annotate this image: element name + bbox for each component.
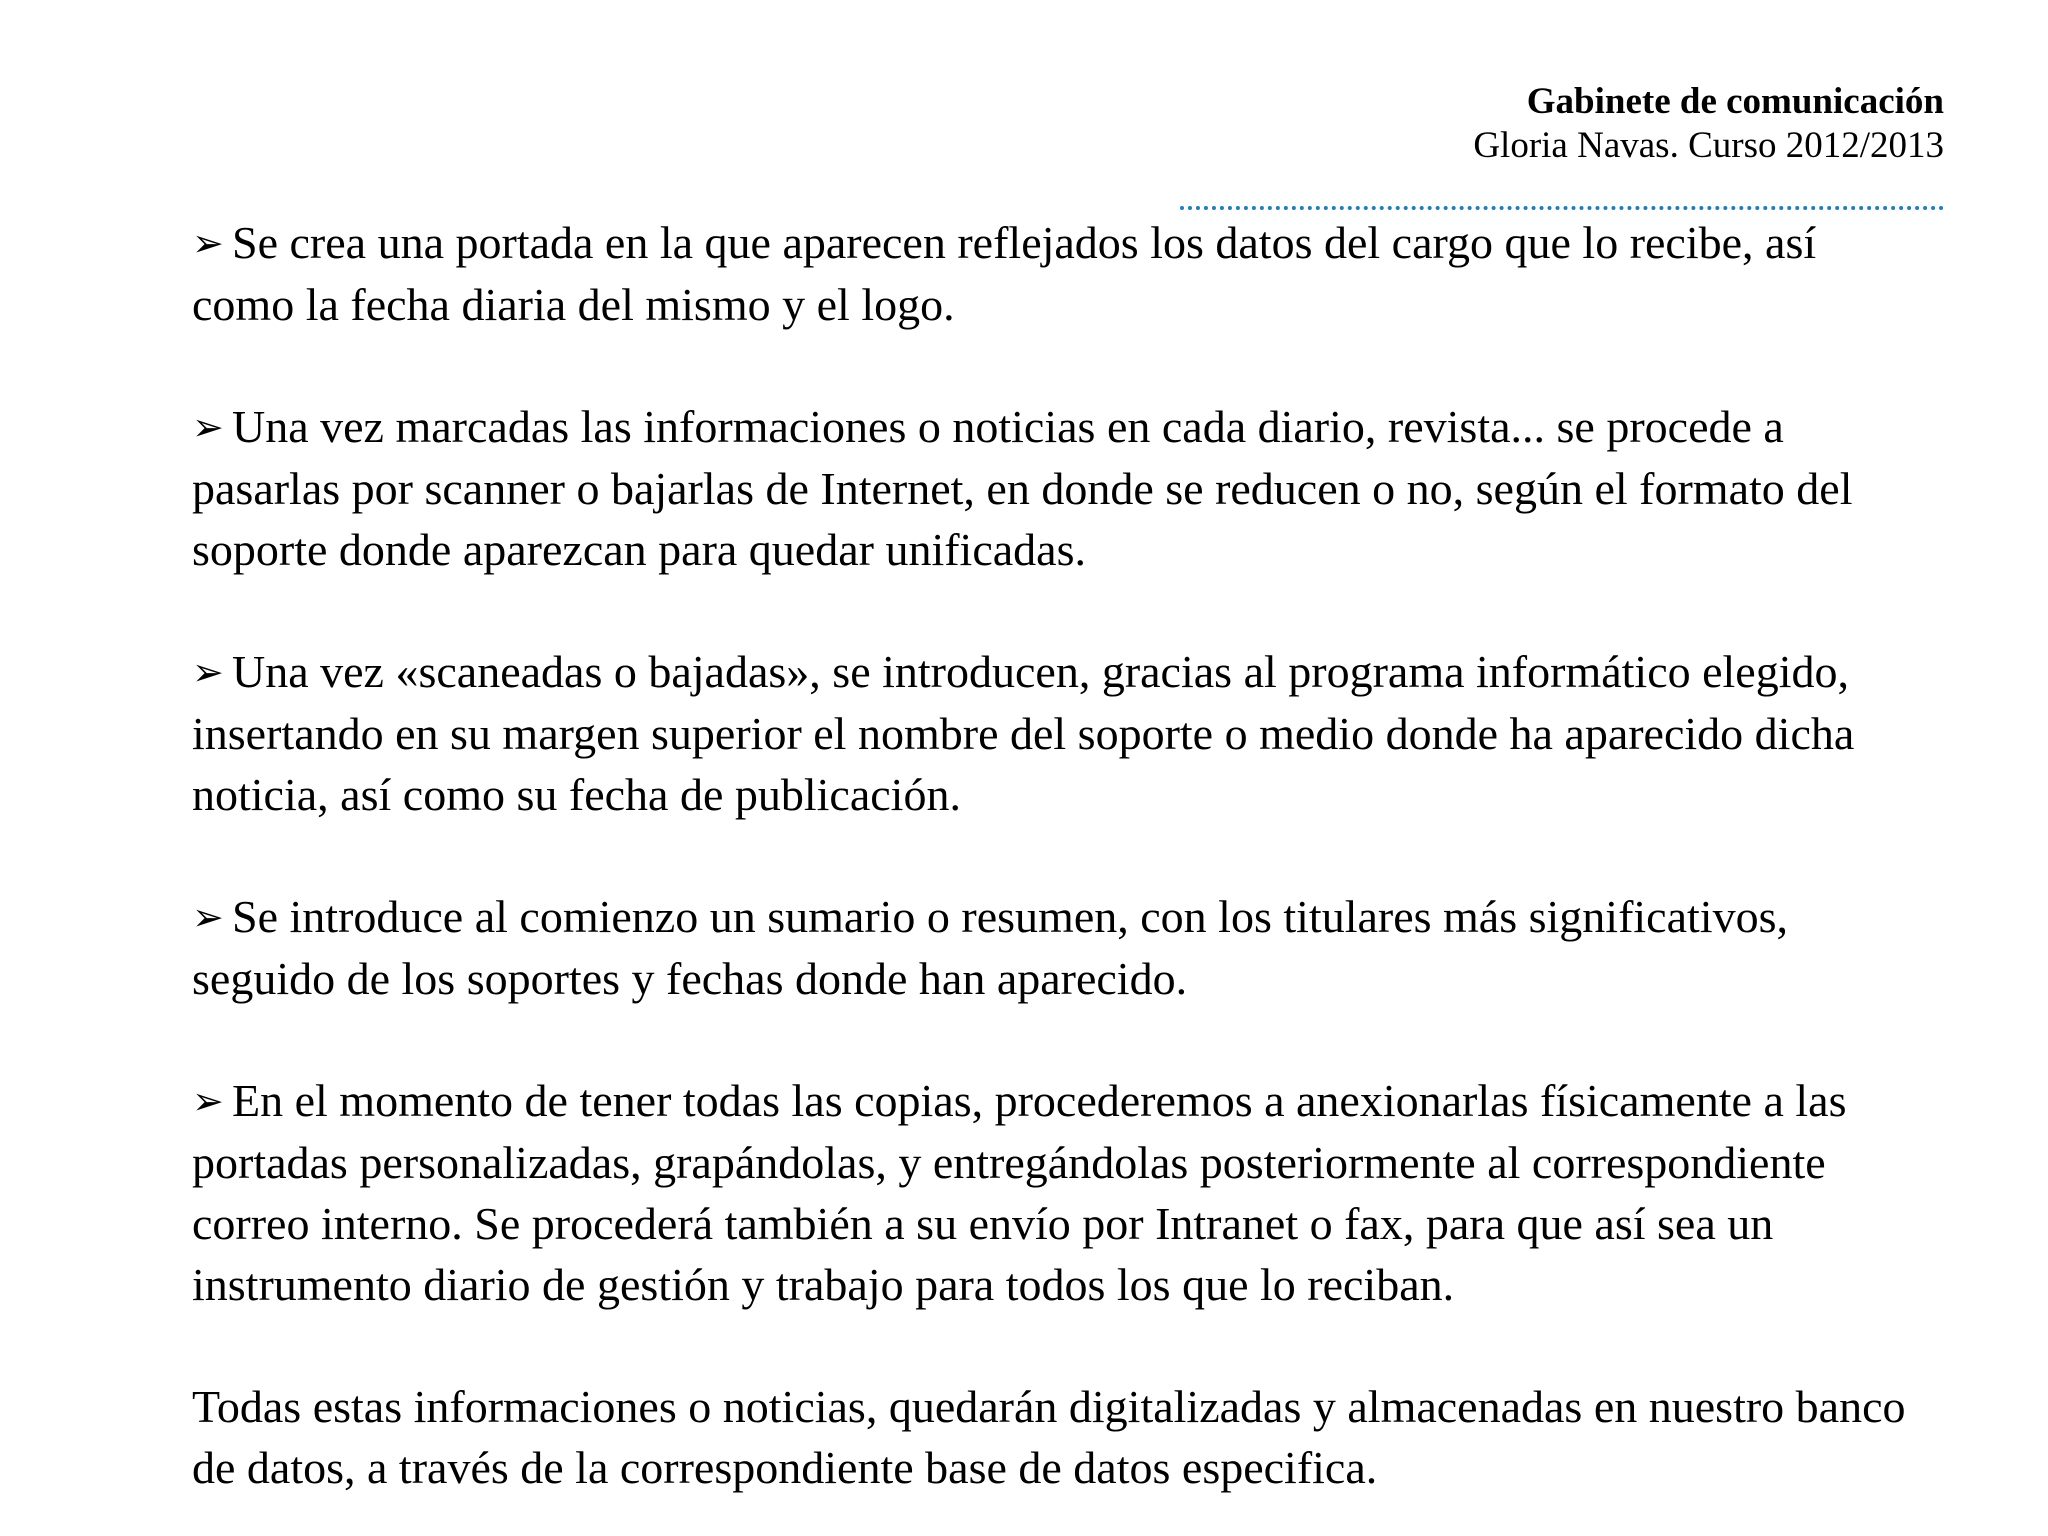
bullet-paragraph-2 [192, 396, 1912, 580]
arrowhead-bullet-icon: ➢ [192, 221, 224, 265]
paragraph-text: Una vez marcadas las informaciones o noticias en cada diario, revista... se procede a pasarlas por scanner o bajarlas de Internet, en donde se reducen o no, según el formato del soporte donde aparezcan para quedar unificadas. [192, 401, 1853, 575]
page-header [1473, 80, 1944, 168]
arrowhead-bullet-icon: ➢ [192, 405, 224, 449]
document-body [192, 212, 1912, 1498]
bullet-paragraph-3 [192, 641, 1912, 825]
bullet-paragraph-5 [192, 1070, 1912, 1315]
header-title: Gabinete de comunicación [1526, 81, 1944, 122]
closing-paragraph [192, 1376, 1912, 1498]
arrowhead-bullet-icon: ➢ [192, 650, 224, 694]
paragraph-text: Una vez «scaneadas o bajadas», se introducen, gracias al programa informático elegido, insertando en su margen superior el nombre del soporte o medio donde ha aparecido dicha noticia, así como su fecha de publicación. [192, 646, 1855, 820]
arrowhead-bullet-icon: ➢ [192, 1079, 224, 1123]
arrowhead-bullet-icon: ➢ [192, 895, 224, 939]
paragraph-text: En el momento de tener todas las copias, procederemos a anexionarlas físicamente a las portadas personalizadas, grapándolas, y entregándolas posteriormente al correspondiente correo interno. Se procederá también a su envío por Intranet o fax, para que así sea un instrumento diario de gestión y trabajo para todos los que lo reciban. [192, 1075, 1847, 1310]
paragraph-text: Se crea una portada en la que aparecen reflejados los datos del cargo que lo recibe, así como la fecha diaria del mismo y el logo. [192, 217, 1817, 330]
bullet-paragraph-1 [192, 212, 1912, 335]
bullet-paragraph-4 [192, 886, 1912, 1009]
header-divider [1180, 206, 1944, 210]
paragraph-text: Todas estas informaciones o noticias, quedarán digitalizadas y almacenadas en nuestro banco de datos, a través de la correspondiente base de datos especifica. [192, 1381, 1906, 1493]
header-subtitle: Gloria Navas. Curso 2012/2013 [1473, 125, 1944, 166]
paragraph-text: Se introduce al comienzo un sumario o resumen, con los titulares más significativos, seguido de los soportes y fechas donde han aparecido. [192, 891, 1788, 1004]
